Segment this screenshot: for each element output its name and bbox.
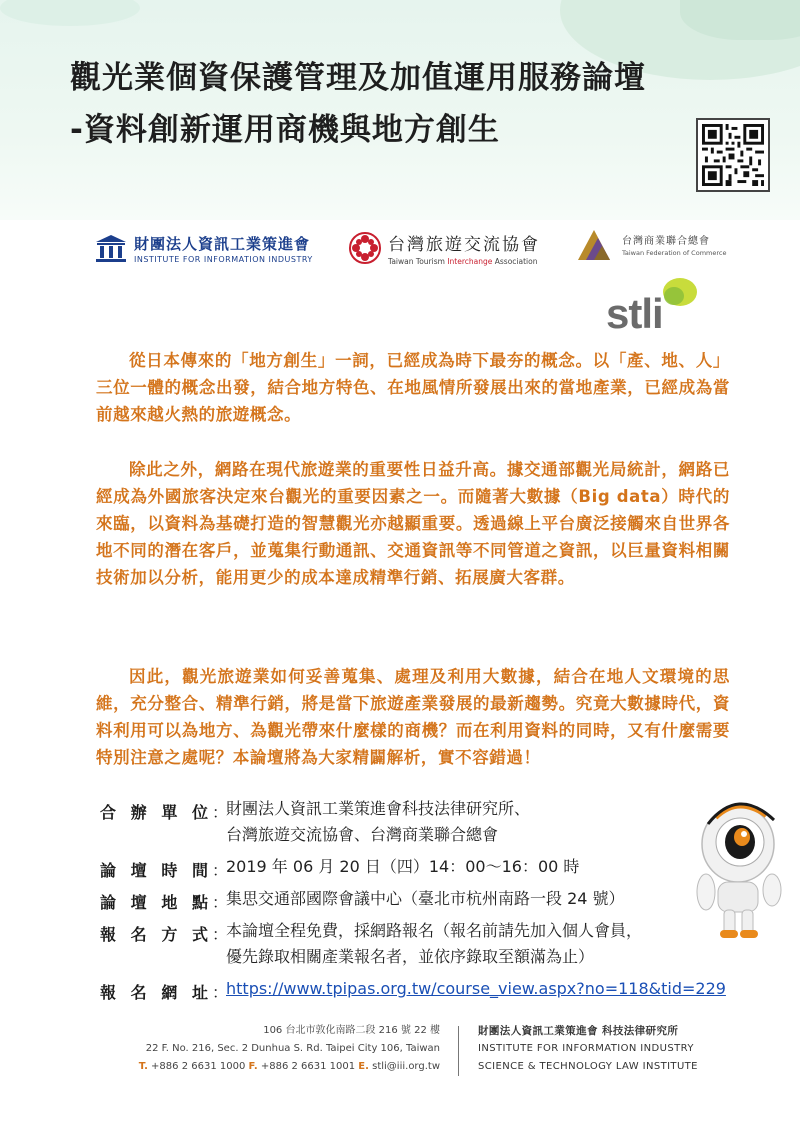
info-value-venue: 集思交通部國際會議中心（臺北市杭州南路一段 24 號） xyxy=(226,889,625,908)
tta-name-en: Taiwan Tourism Interchange Association xyxy=(388,257,538,266)
qr-code[interactable] xyxy=(696,118,770,192)
info-row-url: 報 名 網 址 ： https://www.tpipas.org.tw/course_view.aspx?no=118&tid=229 xyxy=(100,980,760,1012)
page-subtitle: -資料創新運用商機與地方創生 xyxy=(70,112,500,148)
info-row-venue: 論 壇 地 點 ： 集思交通部國際會議中心（臺北市杭州南路一段 24 號） xyxy=(100,890,760,922)
info-label-organizer: 合 辦 單 位 xyxy=(100,803,208,822)
footer-contact xyxy=(120,1022,440,1076)
tfc-name-zh: 台灣商業聯合總會 xyxy=(622,235,710,247)
iii-logo xyxy=(94,230,313,266)
info-label-venue: 論 壇 地 點 xyxy=(100,893,208,912)
tta-name-zh: 台灣旅遊交流協會 xyxy=(388,235,540,255)
info-row-registration: 報 名 方 式 ： 本論壇全程免費，採網路報名（報名前請先加入個人會員， 優先錄取相關產業報名者，並依序錄取至額滿為止） xyxy=(100,922,760,980)
iii-building-icon xyxy=(94,233,128,263)
iii-name-en: INSTITUTE FOR INFORMATION INDUSTRY xyxy=(134,254,313,264)
stli-logo xyxy=(606,276,696,338)
footer-phone-line: T. +886 2 6631 1000 F. +886 2 6631 1001 E. stli@iii.org.tw xyxy=(138,1061,440,1072)
tfc-name-en: Taiwan Federation of Commerce xyxy=(622,248,727,257)
tfc-logo xyxy=(574,224,726,264)
intro-paragraph-1: 從日本傳來的「地方創生」一詞，已經成為時下最夯的概念。以「產、地、人」三位一體的概念出發，結合地方特色、在地風情所發展出來的當地產業，已經成為當前越來越火熱的旅遊概念。 xyxy=(96,351,730,424)
info-value-registration: 本論壇全程免費，採網路報名（報名前請先加入個人會員， 優先錄取相關產業報名者，並依序錄取至額滿為止） xyxy=(226,921,643,966)
event-info xyxy=(100,800,760,1012)
info-value-time: 2019 年 06 月 20 日（四）14：00～16：00 時 xyxy=(226,857,580,876)
info-row-organizer: 合 辦 單 位 ： 財團法人資訊工業策進會科技法律研究所、 台灣旅遊交流協會、台灣商業聯合總會 xyxy=(100,800,760,858)
footer-address-zh: 106 台北市敦化南路二段 216 號 22 樓 xyxy=(263,1025,440,1036)
intro-paragraph-3: 因此，觀光旅遊業如何妥善蒐集、處理及利用大數據，結合在地人文環境的思維，充分整合、精準行銷，將是當下旅遊產業發展的最新趨勢。究竟大數據時代，資料利用可以為地方、為觀光帶來什麼樣的商機？而在利用資料的同時，又有什麼需要特別注意之處呢？本論壇將為大家精闢解析，實不容錯過！ xyxy=(96,667,730,767)
header-decoration xyxy=(0,0,140,26)
info-row-time: 論 壇 時 間 ： 2019 年 06 月 20 日（四）14：00～16：00 時 xyxy=(100,858,760,890)
info-value-organizer: 財團法人資訊工業策進會科技法律研究所、 台灣旅遊交流協會、台灣商業聯合總會 xyxy=(226,799,531,844)
footer-org-zh: 財團法人資訊工業策進會 科技法律研究所 xyxy=(478,1025,679,1037)
iii-name-zh: 財團法人資訊工業策進會 xyxy=(134,234,311,253)
intro-paragraph-2: 除此之外，網路在現代旅遊業的重要性日益升高。據交通部觀光局統計，網路已經成為外國旅客決定來台觀光的重要因素之一。而隨著大數據（Big data）時代的來臨，以資料為基礎打造的智慧觀光亦越顯重要。透過線上平台廣泛接觸來自世界各地不同的潛在客戶，並蒐集行動通訊、交通資訊等不同管道之資訊，以巨量資料相關技術加以分析，能用更少的成本達成精準行銷、拓展廣大客群。 xyxy=(96,460,730,587)
qr-code-icon xyxy=(702,124,764,186)
stli-leaf-icon xyxy=(660,276,698,316)
info-value-url xyxy=(226,976,760,1002)
tta-flower-icon xyxy=(348,231,382,265)
footer-org xyxy=(478,1022,758,1076)
registration-link[interactable]: https://www.tpipas.org.tw/course_view.aspx?no=118&tid=229 xyxy=(226,979,726,998)
info-label-url: 報 名 網 址 xyxy=(100,983,208,1002)
tfc-mountain-icon xyxy=(574,226,620,262)
footer-address-en: 22 F. No. 216, Sec. 2 Dunhua S. Rd. Taipei City 106, Taiwan xyxy=(145,1043,440,1054)
footer-org-en-1: INSTITUTE FOR INFORMATION INDUSTRY xyxy=(478,1043,694,1054)
robot-mascot-icon xyxy=(682,790,790,940)
page-title: 觀光業個資保護管理及加值運用服務論壇 xyxy=(70,60,646,96)
stli-wordmark: stli xyxy=(606,290,663,337)
info-label-time: 論 壇 時 間 xyxy=(100,861,208,880)
footer-divider xyxy=(458,1026,459,1076)
tta-logo xyxy=(348,228,540,268)
footer-org-en-2: SCIENCE & TECHNOLOGY LAW INSTITUTE xyxy=(478,1061,698,1072)
info-label-registration: 報 名 方 式 xyxy=(100,925,208,944)
